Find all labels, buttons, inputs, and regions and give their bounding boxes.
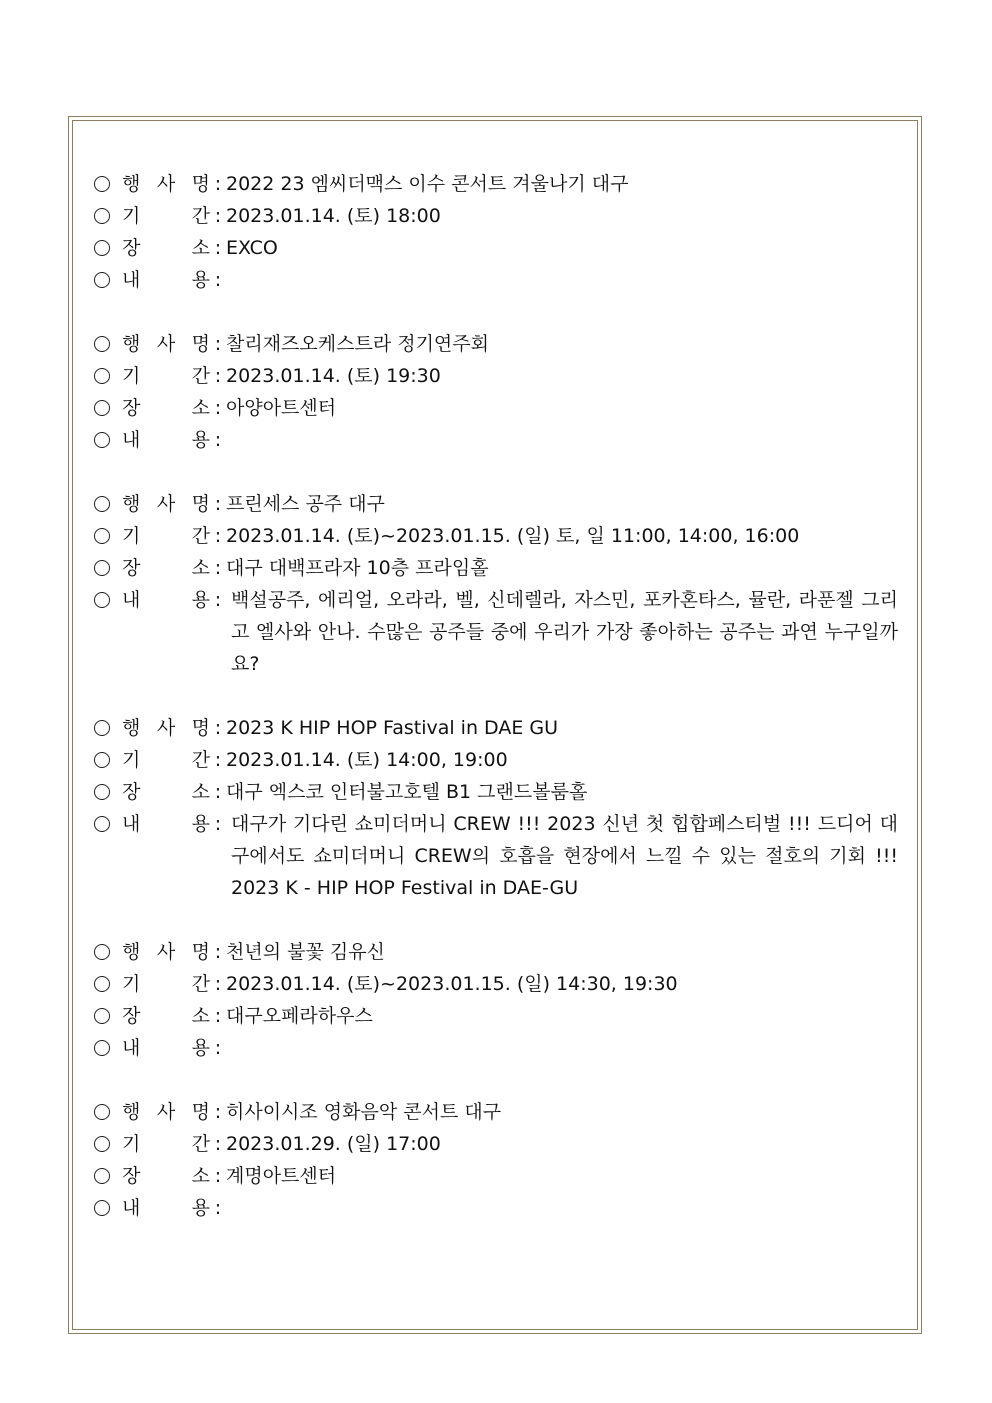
event-period-row xyxy=(94,520,898,552)
field-label-char: 용 xyxy=(191,1037,210,1059)
colon: : xyxy=(214,429,222,451)
field-label-char: 장 xyxy=(122,781,141,803)
circle-bullet-icon xyxy=(94,496,110,512)
field-label xyxy=(122,520,210,552)
field-label-char: 용 xyxy=(191,1197,210,1219)
event-name-row xyxy=(94,712,898,744)
circle-bullet-icon xyxy=(94,176,110,192)
field-label xyxy=(122,808,210,840)
field-label xyxy=(122,1128,210,1160)
event-content-row xyxy=(94,424,898,456)
field-label-char: 행 xyxy=(122,717,141,739)
field-label xyxy=(122,168,210,200)
circle-bullet-icon xyxy=(94,944,110,960)
field-label xyxy=(122,424,210,456)
circle-bullet-icon xyxy=(94,1008,110,1024)
field-label-char: 명 xyxy=(191,333,210,355)
field-label-char: 간 xyxy=(191,365,210,387)
event-entry xyxy=(94,488,898,680)
field-label xyxy=(122,360,210,392)
circle-bullet-icon xyxy=(94,976,110,992)
field-label-char: 행 xyxy=(122,173,141,195)
field-label-char: 기 xyxy=(122,525,141,547)
circle-bullet-icon xyxy=(94,432,110,448)
field-label-char: 행 xyxy=(122,941,141,963)
event-name-row xyxy=(94,488,898,520)
field-label xyxy=(122,744,210,776)
circle-bullet-icon xyxy=(94,720,110,736)
field-label-char: 명 xyxy=(191,1101,210,1123)
colon: : xyxy=(214,941,222,963)
field-label-char: 행 xyxy=(122,493,141,515)
field-label-char: 내 xyxy=(122,589,141,611)
field-label-char: 용 xyxy=(191,269,210,291)
event-place-row xyxy=(94,232,898,264)
event-place: 대구오페라하우스 xyxy=(226,1005,373,1027)
circle-bullet-icon xyxy=(94,784,110,800)
field-label-char: 간 xyxy=(191,205,210,227)
event-entry xyxy=(94,1096,898,1224)
field-label xyxy=(122,776,210,808)
event-place: 아양아트센터 xyxy=(226,397,337,419)
circle-bullet-icon xyxy=(94,1040,110,1056)
circle-bullet-icon xyxy=(94,1200,110,1216)
event-content-row xyxy=(94,1032,898,1064)
event-place: EXCO xyxy=(226,237,278,259)
event-period: 2023.01.14. (토)~2023.01.15. (일) 14:30, 19:30 xyxy=(226,973,678,995)
circle-bullet-icon xyxy=(94,240,110,256)
field-label-char: 용 xyxy=(191,429,210,451)
event-period: 2023.01.14. (토)~2023.01.15. (일) 토, 일 11:00, 14:00, 16:00 xyxy=(226,525,800,547)
field-label xyxy=(122,552,210,584)
field-label xyxy=(122,968,210,1000)
event-period-row xyxy=(94,200,898,232)
field-label-char: 장 xyxy=(122,557,141,579)
field-label-char: 사 xyxy=(156,1101,176,1123)
circle-bullet-icon xyxy=(94,528,110,544)
field-label xyxy=(122,1192,210,1224)
event-period-row xyxy=(94,744,898,776)
field-label-char: 기 xyxy=(122,365,141,387)
event-content-row xyxy=(94,264,898,296)
field-label-char: 명 xyxy=(191,941,210,963)
field-label-char: 장 xyxy=(122,1005,141,1027)
field-label-char: 내 xyxy=(122,813,141,835)
field-label-char: 행 xyxy=(122,1101,141,1123)
colon: : xyxy=(214,333,222,355)
field-label xyxy=(122,328,210,360)
event-name-row xyxy=(94,936,898,968)
event-name: 히사이시조 영화음악 콘서트 대구 xyxy=(226,1101,502,1123)
field-label-char: 간 xyxy=(191,525,210,547)
event-place: 대구 엑스코 인터불고호텔 B1 그랜드볼룸홀 xyxy=(226,781,588,803)
field-label-char: 내 xyxy=(122,1037,141,1059)
event-content-row xyxy=(94,1192,898,1224)
field-label-char: 용 xyxy=(191,589,210,611)
event-period: 2023.01.29. (일) 17:00 xyxy=(226,1133,441,1155)
circle-bullet-icon xyxy=(94,1168,110,1184)
field-label-char: 간 xyxy=(191,749,210,771)
field-label-char: 기 xyxy=(122,1133,141,1155)
event-name: 2022 23 엠씨더맥스 이수 콘서트 겨울나기 대구 xyxy=(226,173,629,195)
field-label xyxy=(122,392,210,424)
event-content-row xyxy=(94,808,898,904)
field-label-char: 장 xyxy=(122,237,141,259)
field-label-char: 장 xyxy=(122,1165,141,1187)
circle-bullet-icon xyxy=(94,368,110,384)
field-label-char: 사 xyxy=(156,717,176,739)
field-label xyxy=(122,1000,210,1032)
event-period: 2023.01.14. (토) 18:00 xyxy=(226,205,441,227)
event-period: 2023.01.14. (토) 19:30 xyxy=(226,365,441,387)
event-place-row xyxy=(94,392,898,424)
event-content-row xyxy=(94,584,898,680)
field-label xyxy=(122,200,210,232)
field-label-char: 기 xyxy=(122,973,141,995)
circle-bullet-icon xyxy=(94,1104,110,1120)
event-period: 2023.01.14. (토) 14:00, 19:00 xyxy=(226,749,508,771)
event-place-row xyxy=(94,776,898,808)
event-period-row xyxy=(94,360,898,392)
field-label-char: 행 xyxy=(122,333,141,355)
field-label-char: 간 xyxy=(191,973,210,995)
colon: : xyxy=(214,525,222,547)
colon: : xyxy=(214,589,222,611)
circle-bullet-icon xyxy=(94,816,110,832)
field-label xyxy=(122,584,210,616)
circle-bullet-icon xyxy=(94,400,110,416)
event-entry xyxy=(94,712,898,904)
event-period-row xyxy=(94,968,898,1000)
event-name: 프린세스 공주 대구 xyxy=(226,493,385,515)
field-label-char: 내 xyxy=(122,269,141,291)
colon: : xyxy=(214,237,222,259)
event-place-row xyxy=(94,1000,898,1032)
colon: : xyxy=(214,205,222,227)
field-label-char: 사 xyxy=(156,493,176,515)
colon: : xyxy=(214,717,222,739)
event-content: 백설공주, 에리얼, 오라라, 벨, 신데렐라, 자스민, 포카혼타스, 뮬란, 라푼젤 그리고 엘사와 안나. 수많은 공주들 중에 우리가 가장 좋아하는 공주는 과연 누구일까요? xyxy=(231,589,898,675)
circle-bullet-icon xyxy=(94,336,110,352)
colon: : xyxy=(214,269,222,291)
event-place: 대구 대백프라자 10층 프라임홀 xyxy=(226,557,489,579)
event-name-row xyxy=(94,168,898,200)
field-label-char: 소 xyxy=(191,557,210,579)
field-label-char: 사 xyxy=(156,941,176,963)
colon: : xyxy=(214,813,222,835)
field-label xyxy=(122,1032,210,1064)
colon: : xyxy=(214,173,222,195)
field-label-char: 내 xyxy=(122,1197,141,1219)
circle-bullet-icon xyxy=(94,592,110,608)
field-label-char: 명 xyxy=(191,717,210,739)
event-entry xyxy=(94,328,898,456)
circle-bullet-icon xyxy=(94,752,110,768)
colon: : xyxy=(214,1037,222,1059)
field-label xyxy=(122,936,210,968)
field-label-char: 기 xyxy=(122,205,141,227)
event-list xyxy=(94,168,898,1256)
field-label-char: 장 xyxy=(122,397,141,419)
colon: : xyxy=(214,493,222,515)
event-name: 천년의 불꽃 김유신 xyxy=(226,941,385,963)
colon: : xyxy=(214,749,222,771)
field-label-char: 소 xyxy=(191,397,210,419)
event-entry xyxy=(94,168,898,296)
circle-bullet-icon xyxy=(94,560,110,576)
field-label-char: 용 xyxy=(191,813,210,835)
field-label xyxy=(122,488,210,520)
event-name: 2023 K HIP HOP Fastival in DAE GU xyxy=(226,717,559,739)
colon: : xyxy=(214,365,222,387)
event-place-row xyxy=(94,1160,898,1192)
field-label-char: 명 xyxy=(191,173,210,195)
circle-bullet-icon xyxy=(94,272,110,288)
field-label-char: 기 xyxy=(122,749,141,771)
colon: : xyxy=(214,1101,222,1123)
field-label-char: 명 xyxy=(191,493,210,515)
field-label-char: 사 xyxy=(156,173,176,195)
event-content: 대구가 기다린 쇼미더머니 CREW !!! 2023 신년 첫 힙합페스티벌 !!! 드디어 대구에서도 쇼미더머니 CREW의 호흡을 현장에서 느낄 수 있는 절호의 기회 !!! 2023 K - HIP HOP Festival in DAE-GU xyxy=(231,813,898,899)
field-label-char: 간 xyxy=(191,1133,210,1155)
circle-bullet-icon xyxy=(94,1136,110,1152)
colon: : xyxy=(214,1165,222,1187)
field-label-char: 사 xyxy=(156,333,176,355)
colon: : xyxy=(214,557,222,579)
colon: : xyxy=(214,781,222,803)
circle-bullet-icon xyxy=(94,208,110,224)
field-label xyxy=(122,1160,210,1192)
event-name: 찰리재즈오케스트라 정기연주회 xyxy=(226,333,489,355)
colon: : xyxy=(214,397,222,419)
colon: : xyxy=(214,1133,222,1155)
field-label xyxy=(122,712,210,744)
event-name-row xyxy=(94,1096,898,1128)
field-label-char: 소 xyxy=(191,1165,210,1187)
event-place: 계명아트센터 xyxy=(226,1165,337,1187)
event-entry xyxy=(94,936,898,1064)
field-label xyxy=(122,264,210,296)
event-name-row xyxy=(94,328,898,360)
colon: : xyxy=(214,1005,222,1027)
field-label xyxy=(122,1096,210,1128)
field-label xyxy=(122,232,210,264)
field-label-char: 소 xyxy=(191,1005,210,1027)
field-label-char: 내 xyxy=(122,429,141,451)
event-place-row xyxy=(94,552,898,584)
colon: : xyxy=(214,973,222,995)
colon: : xyxy=(214,1197,222,1219)
field-label-char: 소 xyxy=(191,781,210,803)
event-period-row xyxy=(94,1128,898,1160)
field-label-char: 소 xyxy=(191,237,210,259)
